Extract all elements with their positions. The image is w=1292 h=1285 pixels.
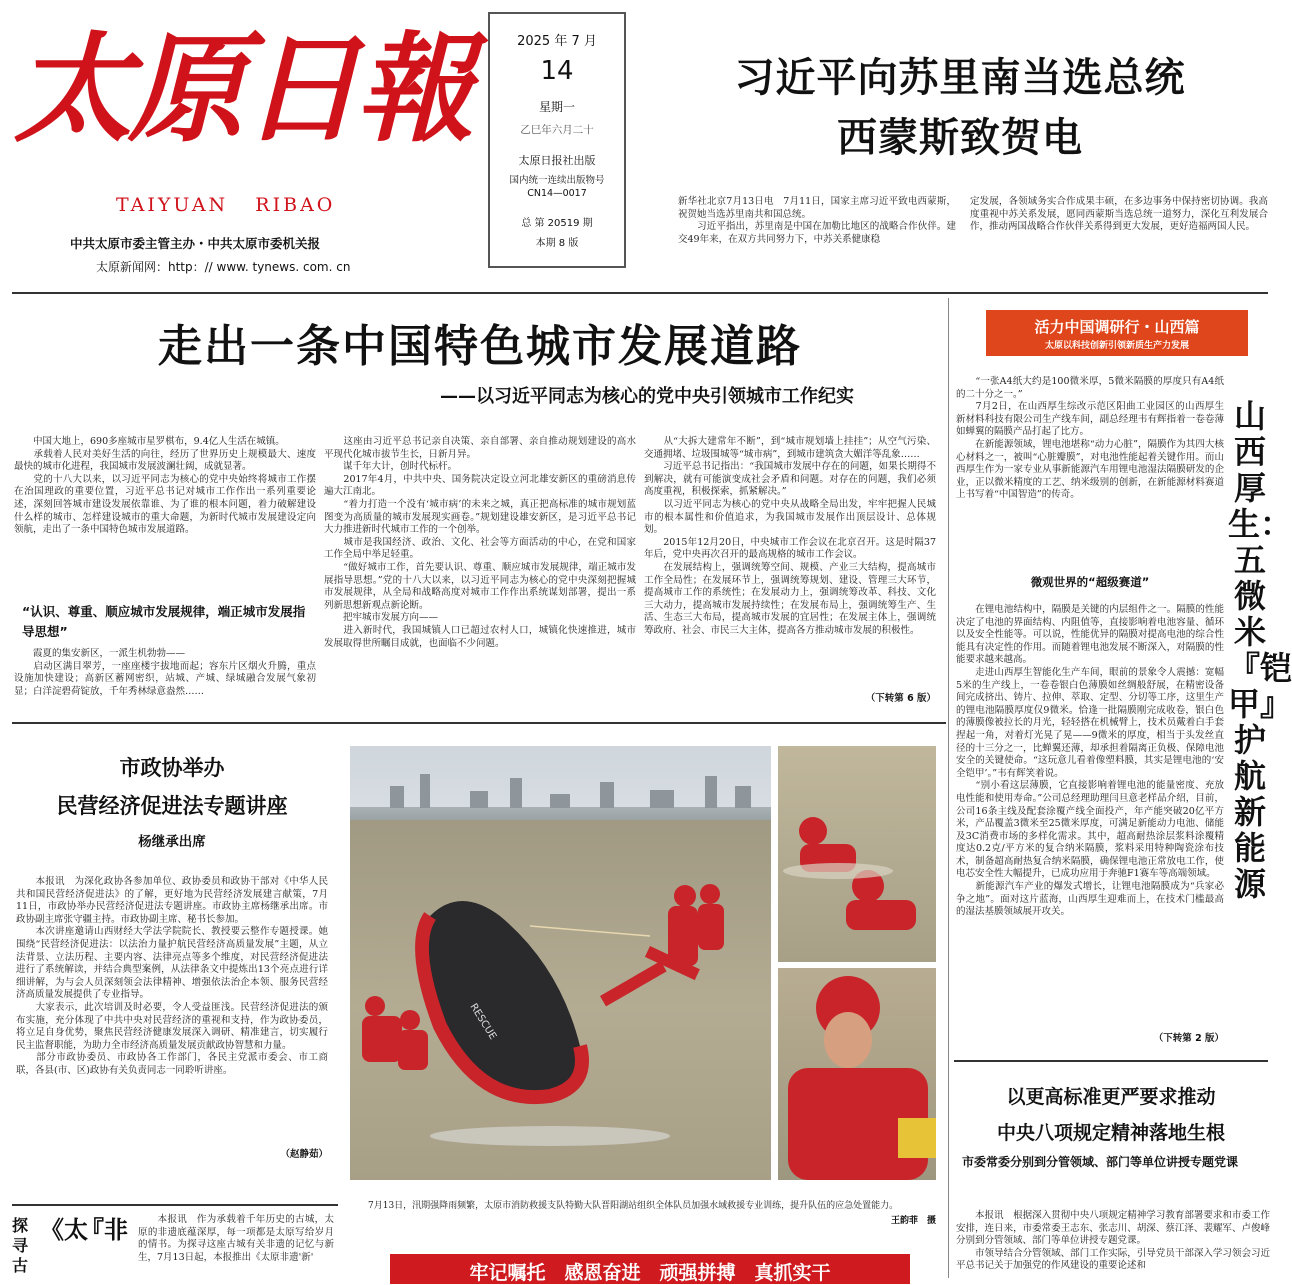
top-story-title-1: 习近平向苏里南当选总统 xyxy=(734,55,1186,101)
lead-story-col1b: 霞夏的集安新区，一派生机勃勃—— 启动区满目翠芳，一座座楼宇拔地而起；容东片区烟火升腾，重点设施加快建设；高新区蓄网密织，站城、产城、绿城融合发展气象初显；白洋淀碧荷锭放，千年秀林绿意盎然…… xyxy=(14,648,316,697)
left-story-title-1: 市政协举办 xyxy=(119,756,225,780)
bottom-right-body: 本报讯 根据深入贯彻中央八项规定精神学习教育部署要求和市委工作安排，连日来，市委常委王志东、张志川、胡深、蔡江泽、裴耀军、卢俊峰分别到分管领域、部门等单位讲授专题党课。 市领导结合分管领域、部门工作实际，引导党员干部深入学习领会习近平总书记关于加强党的作风建设的重要论述和 xyxy=(956,1210,1270,1272)
main-photo xyxy=(350,746,771,1180)
left-story-author: （赵静茹） xyxy=(280,1149,328,1160)
date-day: 14 xyxy=(540,56,574,86)
right-story-continue: （下转第 2 版） xyxy=(1153,1033,1224,1044)
right-story-body1: “一张A4纸大约是100微米厚，5微米隔膜的厚度只有A4纸的二十分之一。” 7月2日，在山西厚生综改示范区阳曲工业园区的山西厚生新材料科技有限公司生产线车间，副总经理韦有辉指着一卷卷薄如蝉翼的隔膜产品打起了比方。 在新能源领域，锂电池堪称“动力心脏”，隔膜作为其四大核心材料之一，被叫“心脏瓣膜”，对电池性能起着关键作用。而山西厚生作为一家专业从事新能源汽车用锂电池湿法隔膜研发的企业，正以微米精度的工艺、纳米级别的创新，在新能源材料赛道上书写着“中国智造”的传奇。 xyxy=(956,376,1224,501)
swimmers-illustration xyxy=(778,746,936,962)
bottom-right-subtitle: 市委常委分别到分管领域、部门等单位讲授专题党课 xyxy=(962,1155,1239,1169)
boat-label: RESCUE xyxy=(467,1001,499,1042)
divider-left-bottom xyxy=(12,1204,338,1206)
date-issue: 总 第 20519 期 xyxy=(521,218,593,229)
masthead-title: 太原日報 xyxy=(14,19,471,158)
photo-credit: 王韵菲 摄 xyxy=(890,1216,936,1226)
photo-swimmers xyxy=(778,746,936,962)
divider-top xyxy=(12,292,1268,294)
divider-vertical xyxy=(948,298,949,1278)
rescue-boat xyxy=(422,901,582,1097)
right-story-subhead: 微观世界的“超级赛道” xyxy=(1030,575,1150,589)
bottom-left-body: 本报讯 作为承载着千年历史的古城，太原的非遗底蕴深厚，每一项都是太原写给岁月的情书。为探寻这座古城有关非遗的记忆与新生，7月13日起，本报推出《太原非遗'新' xyxy=(138,1214,334,1263)
divider-right xyxy=(954,1060,1268,1062)
bottom-right-title-1: 以更高标准更严要求推动 xyxy=(1006,1086,1216,1108)
bottom-left-vertical-2: 《太 xyxy=(40,1216,88,1244)
date-year-month: 2025 年 7 月 xyxy=(517,34,597,49)
masthead-sponsor: 中共太原市委主管主办・中共太原市委机关报 xyxy=(70,236,321,251)
bottom-right-title-2: 中央八项规定精神落地生根 xyxy=(996,1122,1225,1144)
date-issn: CN14—0017 xyxy=(527,188,587,199)
left-story-byline: 杨继承出席 xyxy=(138,834,206,850)
lead-story-subtitle: ——以习近平同志为核心的党中央引领城市工作纪实 xyxy=(440,386,854,407)
top-story-col1: 新华社北京7月13日电 7月11日，国家主席习近平致电西蒙斯，祝贺她当选苏里南共和国总统。 习近平指出，苏里南是中国在加勒比地区的战略合作伙伴。建交49年来，在双方共同努力下，中苏关系健康稳 xyxy=(678,196,956,245)
date-box xyxy=(488,12,626,268)
lead-story-col2: 这座由习近平总书记亲自决策、亲自部署、亲自推动规划建设的高水平现代化城市拔节生长，日新月异。 谋千年大计，创时代标杆。 2017年4月，中共中央、国务院决定设立河北雄安新区的重磅消息传遍大江南北。 “着力打造一个没有‘城市病’的未来之城，真正把高标准的城市规划蓝图变为高质量的城市发展现实画卷。”规划建设雄安新区，是习近平总书记大力推进新时代城市工作的一个创举。 城市是我国经济、政治、文化、社会等方面活动的中心，在党和国家工作全局中举足轻重。 “做好城市工作，首先要认识、尊重、顺应城市发展规律，端正城市发展指导思想。”党的十八大以来，以习近平同志为核心的党中央深刻把握城市发展规律，从全局和战略高度对城市工作作出系统谋划部署，提出一系列新思想新观点新论断。 把牢城市发展方向—— 进入新时代，我国城镇人口已超过农村人口，城镇化快速推进，城市发展取得世所瞩目成就，也面临不少问题。 xyxy=(324,436,636,649)
lead-story-quote: “认识、尊重、顺应城市发展规律，端正城市发展指导思想” xyxy=(22,604,306,639)
lead-story-col3: 从“大拆大建常年不断”，到“城市规划墙上挂挂”；从空气污染、交通拥堵、垃圾围城等“城市病”，到城市建筑贪大媚洋等乱象…… 习近平总书记指出：“我国城市发展中存在的问题，如果长期得不到解决，就有可能演变成社会矛盾和问题。对存在的问题，我们必须高度重视，积极探索，抓紧解决。” 以习近平同志为核心的党中央从战略全局出发，牢牢把握人民城市的根本属性和价值追求，为我国城市发展作出顶层设计、总体规划。 2015年12月20日，中央城市工作会议在北京召开。这是时隔37年后，党中央再次召开的最高规格的城市工作会议。 在发展结构上，强调统筹空间、规模、产业三大结构，提高城市工作全局性；在发展环节上，强调统筹规划、建设、管理三大环节，提高城市工作的系统性；在发展动力上，强调统筹改革、科技、文化三大动力，提高城市发展持续性；在发展布局上，强调统筹生产、生活、生态三大布局，提高城市发展的宜居性；在发展主体上，强调统筹政府、社会、市民三大主体，提高各方推动城市发展的积极性。 xyxy=(644,436,936,636)
right-story-body2: 在锂电池结构中，隔膜是关键的内层组件之一。隔膜的性能决定了电池的界面结构、内阻值等，直接影响着电池容量、循环以及安全性能等。可以说，性能优异的隔膜对提高电池的综合性能具有决定性的作用。而随着锂电池发展不断深入，对隔膜的性能要求越来越高。 走进山西厚生智能化生产车间，眼前的景象令人震撼：宽幅5米的生产线上，一卷卷银白色薄膜如丝绸般舒展，在精密设备间完成挤出、铸片、拉伸、萃取、定型、分切等工序，这里生产的锂电池隔膜厚度仅9微米。恰逢一批隔膜刚完成收卷，银白色的薄膜像被拉长的月光，轻轻搭在机械臂上，技术员戴着白手套捏起一角，对着灯光晃了晃——9微米的厚度，相当于头发丝直径的十三分之一，比蝉翼还薄，却承担着隔离正负极、保障电池安全的关键使命。“这玩意儿看着像塑料膜，其实是锂电池的‘安全铠甲’。”韦有辉笑着说。 “别小看这层薄膜，它直接影响着锂电池的能量密度、充放电性能和使用寿命。”公司总经理助理闫旦意老样品介绍，目前，公司16条主线及配套涂覆产线全面投产，年产能突破20亿平方米，产品覆盖3微米至25微米厚度，可满足新能动力电池、储能及3C消费市场的多样化需求。其中，超高耐热涂层浆料涂覆精度达0.2克/平方米的复合纳米隔膜，浆料采用特种陶瓷涂布技术，制备超高耐热复合纳米隔膜，确保锂电池正常放电工作，使电芯安全性大幅提升，已成功应用于奔驰F1赛车等高端领域。 新能源汽车产业的爆发式增长，让锂电池隔膜成为“兵家必争之地”。面对这片蓝海，山西厚生迎难而上，在技术门槛最高的湿法基膜领域展开攻关。 xyxy=(956,604,1224,918)
divider-middle xyxy=(12,722,946,724)
date-issn-label: 国内统一连续出版物号 xyxy=(509,175,605,186)
lead-story-title: 走出一条中国特色城市发展道路 xyxy=(158,321,802,372)
bottom-left-vertical-1: 探寻古 xyxy=(12,1216,29,1275)
top-story-col2: 定发展，各领域务实合作成果丰硕，在多边事务中保持密切协调。我高度重视中苏关系发展，愿同西蒙斯当选总统一道努力，深化互利发展合作，推动两国战略合作伙伴关系得到更大发展，更好造福两国人民。 xyxy=(970,196,1268,233)
red-banner xyxy=(390,1254,910,1284)
date-lunar: 乙巳年六月二十 xyxy=(520,124,594,136)
right-story-vertical-title: 山西厚生：五微米『铠甲』护航新能源 xyxy=(1228,397,1292,903)
left-story-title-2: 民营经济促进法专题讲座 xyxy=(56,794,288,818)
rescue-training-illustration xyxy=(350,746,771,1180)
special-tag-title: 活力中国调研行・山西篇 xyxy=(1034,318,1200,336)
date-weekday: 星期一 xyxy=(538,100,575,114)
bottom-left-vertical-3: 『非 xyxy=(80,1216,128,1244)
special-tag-subtitle: 太原以科技创新引领新质生产力发展 xyxy=(1044,341,1189,351)
red-banner-text: 牢记嘱托 感恩奋进 顽强拼搏 真抓实干 xyxy=(469,1262,831,1284)
top-story-title-2: 西蒙斯致贺电 xyxy=(837,115,1083,161)
photo-caption: 7月13日，汛期强降雨频繁，太原市消防救援支队特勤大队晋阳湖站组织全体队员加强水域救援专业训练，提升队伍的应急处置能力。 xyxy=(350,1201,899,1211)
date-pages: 本期 8 版 xyxy=(535,238,579,249)
lead-story-col1a: 中国大地上，690多座城市星罗棋布，9.4亿人生活在城镇。 承载着人民对美好生活的向往，经历了世界历史上规模最大、速度最快的城市化进程，我国城市发展波澜壮阔，成就显著。 党的十八大以来，以习近平同志为核心的党中央始终将城市工作摆在治国理政的重要位置，习近平总书记对城市工作作出一系列重要论述，深刻回答城市建设发展依靠谁、为了谁的根本问题，着力破解建设什么样的城市、怎样建设城市的重大命题，为新时代城市发展建设定向领航，走出了一条中国特色城市发展道路。 xyxy=(14,436,316,536)
lead-story-continue: （下转第 6 版） xyxy=(865,693,936,704)
masthead-website: 太原新闻网：http：// www. tynews. com. cn xyxy=(96,260,351,274)
date-publisher: 太原日报社出版 xyxy=(518,154,596,167)
masthead-pinyin: TAIYUAN RIBAO xyxy=(116,194,336,216)
photo-rescuer-closeup xyxy=(778,968,936,1180)
rescuer-illustration xyxy=(778,968,936,1180)
special-tag xyxy=(986,310,1248,356)
left-story-body: 本报讯 为深化政协各参加单位、政协委员和政协干部对《中华人民共和国民营经济促进法》的了解，更好地为民营经济发展建言献策，7月11日，市政协举办民营经济促进法专题讲座。市政协主席杨继承出席。市政协副主席张守疆主持。市政协副主席、秘书长参加。 本次讲座邀请山西财经大学法学院院长、教授要云整作专题授课。她围绕“民营经济促进法：以法治力量护航民营经济高质量发展”主题，从立法背景、立法历程、主要内容、法律亮点等多个维度，对民营经济促进法进行了系统解读，并结合典型案例，从法律条文中提炼出13个亮点进行详细讲解，为与会人员深刻领会法律精神、增强依法治企本领、服务民营经济高质量发展提供了专业指导。 大家表示，此次培训及时必要，令人受益匪浅。民营经济促进法的颁布实施，充分体现了中共中央对民营经济的重视和支持，作为政协委员，将立足自身优势，聚焦民营经济健康发展深入调研、精准建言，切实履行民主监督职能，为助力全市经济高质量发展贡献政协智慧和力量。 部分市政协委员、市政协各工作部门，各民主党派市委会、市工商联，各县(市、区)政协有关负责同志一同聆听讲座。 xyxy=(16,876,328,1076)
